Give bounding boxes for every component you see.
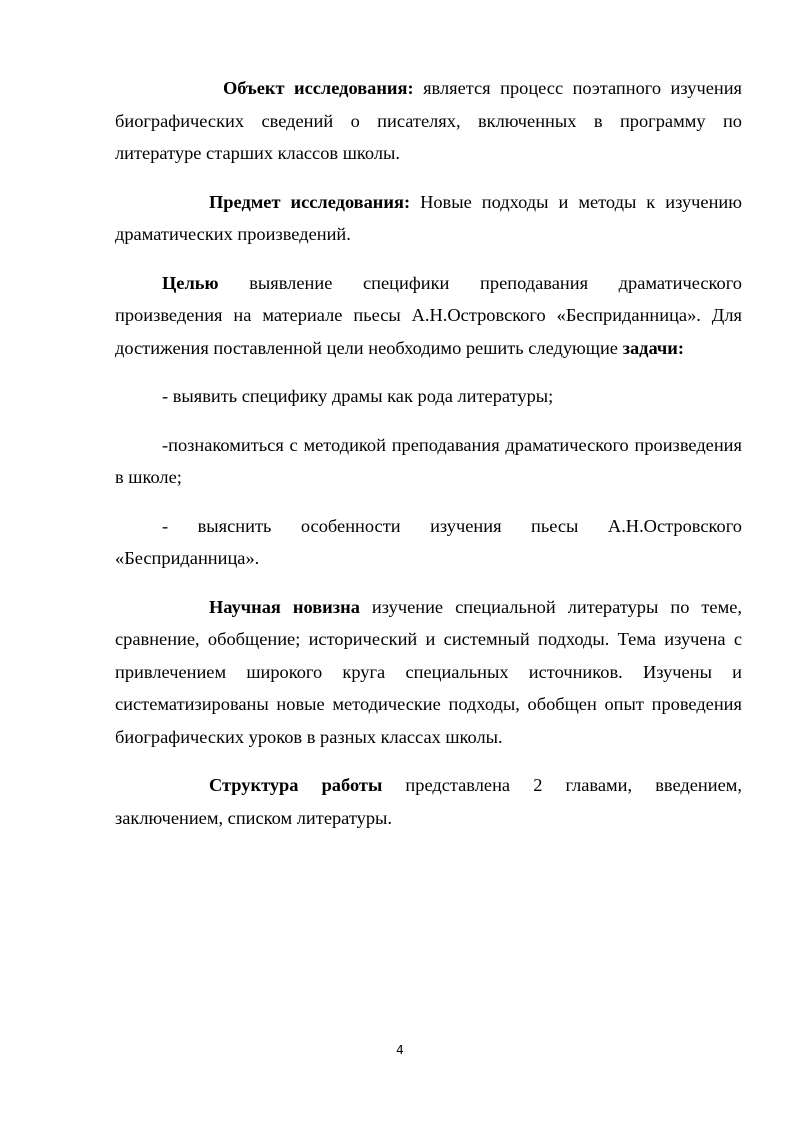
object-heading: Объект исследования: (223, 78, 414, 98)
structure-text: представлена 2 главами, введением, заключением, списком литературы. (115, 775, 742, 828)
subject-heading: Предмет исследования: (209, 191, 411, 212)
goal-paragraph (115, 267, 742, 365)
novelty-text: изучение специальной литературы по теме, сравнение, обобщение; исторический и системный подходы. Тема изучена с привлечением широкого круга специальных источников. Изучены и систематизированы новые методические подходы, обобщен опыт проведения биографических уроков в разных классах школы. (115, 596, 742, 747)
document-body (115, 72, 742, 834)
object-paragraph (115, 72, 742, 170)
object-text: является процесс поэтапного изучения биографических сведений о писателях, включенных в программу по литературе старших классов школы. (115, 78, 742, 163)
subject-text: Новые подходы и методы к изучению драматических произведений. (115, 191, 742, 244)
task-item: -познакомиться с методикой преподавания драматического произведения в школе; (115, 434, 742, 487)
structure-heading: Структура работы (209, 775, 383, 795)
task-item: - выяснить особенности изучения пьесы А.Н.Островского «Бесприданница». (115, 515, 742, 568)
structure-paragraph (115, 769, 742, 834)
subject-paragraph (115, 186, 742, 251)
goal-text: выявление специфики преподавания драматического произведения на материале пьесы А.Н.Островского «Бесприданница». Для достижения поставленной цели необходимо решить следующие (115, 272, 742, 358)
tasks-word: задачи: (622, 337, 685, 358)
page-number: 4 (396, 1043, 404, 1057)
goal-heading: Целью (162, 272, 219, 293)
novelty-heading: Научная новизна (209, 596, 360, 617)
task-item: - выявить специфику драмы как рода литературы; (162, 386, 554, 406)
novelty-paragraph (115, 591, 742, 754)
